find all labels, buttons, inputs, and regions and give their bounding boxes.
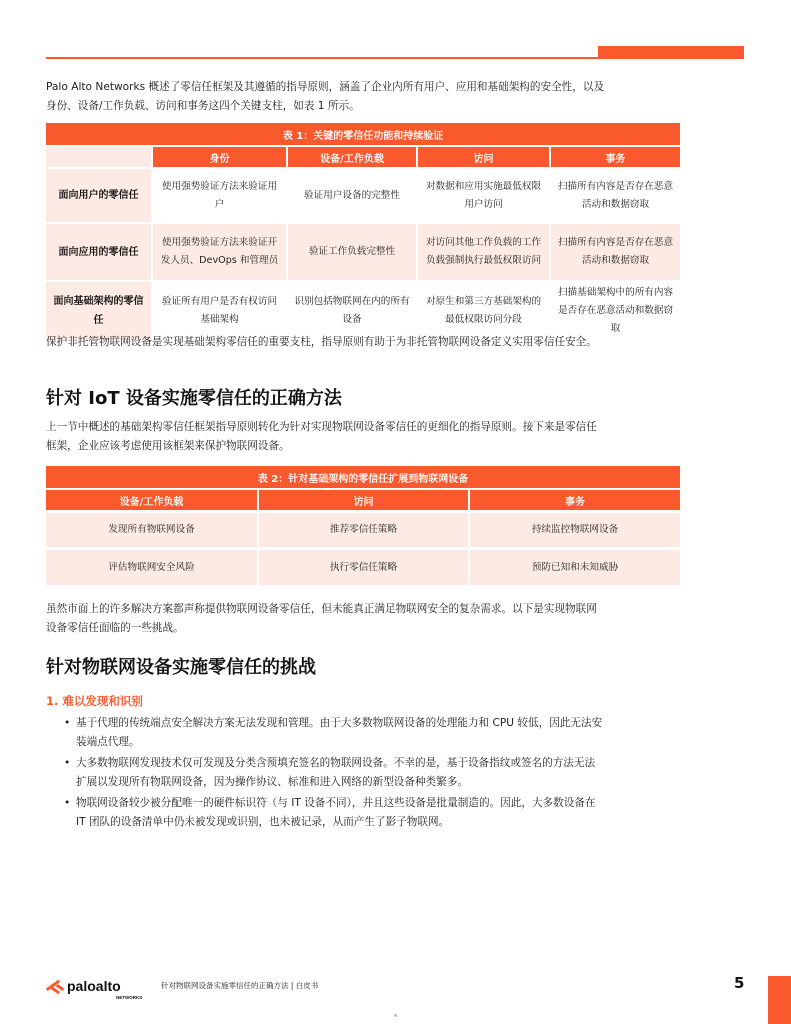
- bullet-text: 大多数物联网发现技术仅可发现及分类含预填充签名的物联网设备。不幸的是，基于设备指纹或签名的方法无法扩展以发现所有物联网设备，因为操作协议、标准和进入网络的新型设备种类繁多。: [76, 757, 596, 788]
- table-1-row: [46, 167, 680, 222]
- table-1-header: 事务: [549, 145, 680, 167]
- table-1-corner: [46, 145, 151, 167]
- table-1-cell: 使用强势验证方法来验证开发人员、DevOps 和管理员: [151, 222, 286, 280]
- table-1-header: 设备/工作负载: [286, 145, 416, 167]
- table-1-cell: 识别包括物联网在内的所有设备: [286, 280, 416, 340]
- page-number-accent-bar: [768, 976, 791, 1024]
- table-2-header: 事务: [468, 488, 680, 510]
- table-1-row: [46, 280, 680, 340]
- paragraph-3: 虽然市面上的许多解决方案都声称提供物联网设备零信任，但未能真正满足物联网安全的复杂需求。以下是实现物联网设备零信任面临的一些挑战。: [46, 603, 597, 634]
- table-1-cell: 使用强势验证方法来验证用户: [151, 167, 286, 222]
- table-2-cell: 持续监控物联网设备: [468, 510, 680, 547]
- logo-subtext: NETWORKS: [116, 995, 143, 1000]
- section-heading-correct-approach: 针对 IoT 设备实施零信任的正确方法: [46, 388, 342, 409]
- table-1-row-label: 面向应用的零信任: [46, 222, 151, 280]
- table-1-cell: 验证用户设备的完整性: [286, 167, 416, 222]
- table-1-cell: 对原生和第三方基础架构的最低权限访问分段: [416, 280, 549, 340]
- table-2-cell: 执行零信任策略: [257, 547, 468, 585]
- intro-paragraph: Palo Alto Networks 概述了零信任框架及其遵循的指导原则，涵盖了企业内所有用户、应用和基础架构的安全性，以及身份、设备/工作负载、访问和事务这四个关键支柱，如表 1 所示。: [46, 81, 605, 112]
- table-1-cell: 扫描基础架构中的所有内容是否存在恶意活动和数据窃取: [549, 280, 680, 340]
- paloalto-logo-icon: [46, 976, 156, 1002]
- table-1-row: [46, 222, 680, 280]
- table-2-cell: 推荐零信任策略: [257, 510, 468, 547]
- table-1-header: 身份: [151, 145, 286, 167]
- table-2: [46, 466, 680, 585]
- section-heading-challenges: 针对物联网设备实施零信任的挑战: [46, 657, 316, 678]
- logo-text: paloalto: [67, 978, 121, 994]
- table-1-cell: 验证所有用户是否有权访问基础架构: [151, 280, 286, 340]
- table-1: [46, 121, 680, 340]
- sub-heading-discovery: 1. 难以发现和识别: [46, 694, 143, 708]
- list-item: [64, 754, 604, 792]
- bullet-icon: •: [64, 717, 71, 729]
- bullet-text: 物联网设备较少被分配唯一的硬件标识符（与 IT 设备不同），并且这些设备是批量制造的。因此，大多数设备在 IT 团队的设备清单中仍未被发现或识别，也未被记录，从而产生了影子物联网。: [76, 797, 596, 828]
- bullet-icon: •: [64, 797, 71, 809]
- table-2-header: 设备/工作负载: [46, 488, 257, 510]
- table-1-cell: 验证工作负载完整性: [286, 222, 416, 280]
- header-accent-block: [598, 46, 744, 59]
- table-1-header: 访问: [416, 145, 549, 167]
- table-2-cell: 发现所有物联网设备: [46, 510, 257, 547]
- footer-dot: [394, 1014, 397, 1017]
- list-item: [64, 794, 604, 832]
- table-2-header: 访问: [257, 488, 468, 510]
- paragraph-2: 保护非托管物联网设备是实现基础架构零信任的重要支柱，指导原则有助于为非托管物联网设备定义实用零信任安全。: [46, 336, 597, 348]
- section-1-paragraph: 上一节中概述的基础架构零信任框架指导原则转化为针对实现物联网设备零信任的更细化的指导原则。接下来是零信任框架，企业应该考虑使用该框架来保护物联网设备。: [46, 421, 597, 452]
- table-2-cell: 评估物联网安全风险: [46, 547, 257, 585]
- bullet-icon: •: [64, 757, 71, 769]
- table-1-cell: 扫描所有内容是否存在恶意活动和数据窃取: [549, 167, 680, 222]
- table-1-row-label: 面向基础架构的零信任: [46, 280, 151, 340]
- page-number: 5: [734, 974, 745, 992]
- table-2-cell: 预防已知和未知威胁: [468, 547, 680, 585]
- table-2-caption: 表 2：针对基础架构的零信任扩展到物联网设备: [46, 466, 680, 488]
- table-1-caption: 表 1：关键的零信任功能和持续验证: [46, 121, 680, 145]
- bullet-text: 基于代理的传统端点安全解决方案无法发现和管理。由于大多数物联网设备的处理能力和 CPU 较低，因此无法安装端点代理。: [76, 717, 603, 748]
- table-2-row: [46, 510, 680, 547]
- list-item: [64, 714, 604, 752]
- table-1-cell: 对数据和应用实施最低权限用户访问: [416, 167, 549, 222]
- table-1-row-label: 面向用户的零信任: [46, 167, 151, 222]
- table-1-cell: 对访问其他工作负载的工作负载强制执行最低权限访问: [416, 222, 549, 280]
- challenges-bullet-list: [64, 714, 604, 834]
- table-1-cell: 扫描所有内容是否存在恶意活动和数据窃取: [549, 222, 680, 280]
- footer-title: 针对物联网设备实施零信任的正确方法 | 白皮书: [161, 981, 319, 990]
- table-2-row: [46, 547, 680, 585]
